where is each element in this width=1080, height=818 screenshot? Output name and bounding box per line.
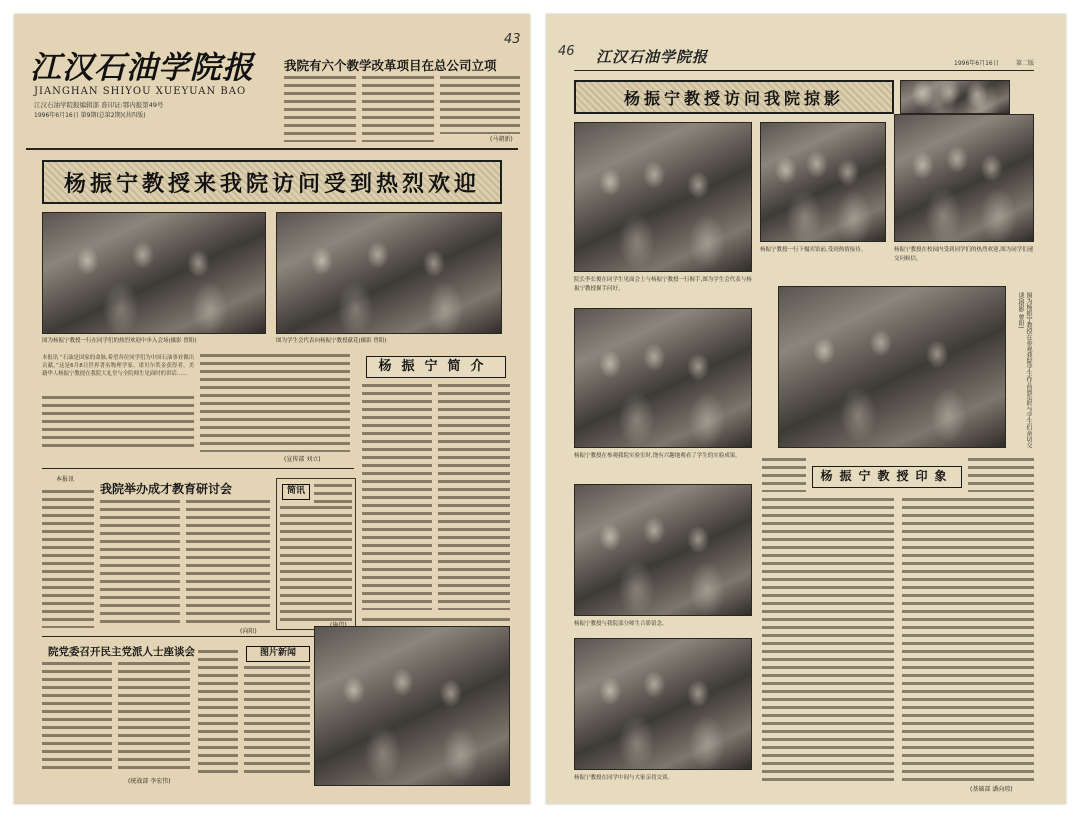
newspaper-page-front: [14, 14, 530, 804]
brief-text: [280, 506, 352, 622]
photo-caption-right: 图为学生会代表向杨振宁教授献花(摄影 曾阳): [276, 338, 387, 344]
story2-text: [186, 500, 270, 628]
story3-text: [118, 662, 190, 774]
divider: [26, 148, 518, 150]
story3-headline: 院党委召开民主党派人士座谈会: [48, 646, 195, 658]
photo-caption-left: 图为杨振宁教授一行在同学们的热烈欢迎中步入会场(摄影 曾阳): [42, 338, 197, 344]
photo-caption: 杨振宁教授在同学中间与大家亲切交谈。: [574, 775, 674, 781]
photo-news-image: [314, 626, 510, 786]
photo-caption: 杨振宁教授与我院部分师生合影留念。: [574, 621, 668, 627]
top-article-text: [362, 76, 434, 142]
page-label: 第二版: [1016, 60, 1035, 67]
top-article-byline: (马朝新): [490, 136, 513, 143]
impression-byline: (基础部 潘向琼): [970, 786, 1013, 793]
top-headline: 我院有六个教学改革项目在总公司立项: [284, 58, 497, 73]
side-caption: 图为杨振宁教授在参观我院学生作品展览时与学生们亲切交谈(摄影 曾阳): [1017, 292, 1032, 448]
banner-title: 杨振宁教授访问我院掠影: [574, 80, 894, 114]
banner-photo: [900, 80, 1010, 114]
main-headline: 杨振宁教授来我院访问受到热烈欢迎: [42, 160, 502, 204]
handwritten-page-number: 46: [558, 44, 575, 59]
story2-kicker: 本报讯: [56, 476, 75, 483]
laboratory-photo: [574, 308, 752, 448]
date-line: 1996年6月16日: [954, 60, 999, 67]
main-story-byline: (宣传部 刘立): [284, 456, 321, 463]
main-story-text: [42, 396, 194, 452]
photo-caption: 杨振宁教授在校园内受到同学们的热烈欢迎,图为同学们递交问候信。: [894, 247, 1034, 262]
handwritten-page-number: 43: [504, 32, 521, 47]
crowd-photo: [574, 638, 752, 770]
flower-presentation-photo: [276, 212, 502, 334]
impression-title: 杨振宁教授印象: [812, 466, 962, 488]
impression-text: [762, 458, 806, 492]
divider: [574, 70, 1034, 71]
impression-text: [968, 458, 1034, 492]
handshake-photo: [574, 122, 752, 272]
photo-caption: 杨振宁教授在参观我院实验室时,饶有兴趣地观看了学生的实验成果。: [574, 453, 741, 459]
photo-news-text: [244, 666, 310, 778]
masthead-title-small: 江汉石油学院报: [596, 48, 709, 66]
masthead-pinyin: JIANGHAN SHIYOU XUEYUAN BAO: [34, 86, 247, 97]
story2-text: [100, 500, 180, 628]
newspaper-page-photo-feature: [546, 14, 1066, 804]
story3-text: [42, 662, 112, 774]
photo-news-label: 图片新闻: [246, 646, 310, 662]
brief-text: [314, 484, 352, 504]
top-article-text: [284, 76, 356, 142]
photo-caption: 院长李长俊在同学生见面会上与杨振宁教授一行握手,图为学生会代表与杨振宁教授握手问好。: [574, 277, 752, 292]
profile-text: [438, 384, 510, 610]
main-story-text: [200, 354, 350, 452]
impression-text: [762, 498, 894, 782]
story2-text: [42, 490, 94, 628]
main-story-intro: 本报讯 “石油是国家的命脉,希望各位同学们为中国石油事业做出贡献。”这是6月8日世界著名物理学家、诺贝尔奖金获得者、美籍华人杨振宁教授在我院大礼堂与全院师生见面时的讲话……: [42, 355, 194, 377]
profile-box-title: 杨振宁简介: [366, 356, 506, 378]
profile-text: [362, 384, 432, 610]
masthead-publisher: 江汉石油学院报编辑部 准印证:鄂内报第49号: [34, 101, 164, 109]
conversation-photo: [778, 286, 1006, 448]
story3-byline: (统战部 李宏伟): [128, 778, 171, 785]
impression-text: [902, 498, 1034, 782]
photo-caption: 杨振宁教授一行下榻宾馆前,受到热情接待。: [760, 247, 867, 253]
story2-headline: 我院举办成才教育研讨会: [100, 482, 233, 496]
story2-byline: (向阳): [240, 628, 257, 635]
brief-box-label: 简讯: [282, 484, 310, 500]
welcome-photo: [42, 212, 266, 334]
divider: [42, 468, 354, 469]
masthead-issue: 1996年6月16日 第9期(总第2期)(共四版): [34, 112, 146, 119]
photo-news-text: [198, 650, 238, 778]
reception-photo: [760, 122, 886, 242]
students-welcome-photo: [894, 114, 1034, 242]
group-photo: [574, 484, 752, 616]
masthead-title: 江汉石油学院报: [30, 50, 254, 86]
top-article-text: [440, 76, 520, 134]
